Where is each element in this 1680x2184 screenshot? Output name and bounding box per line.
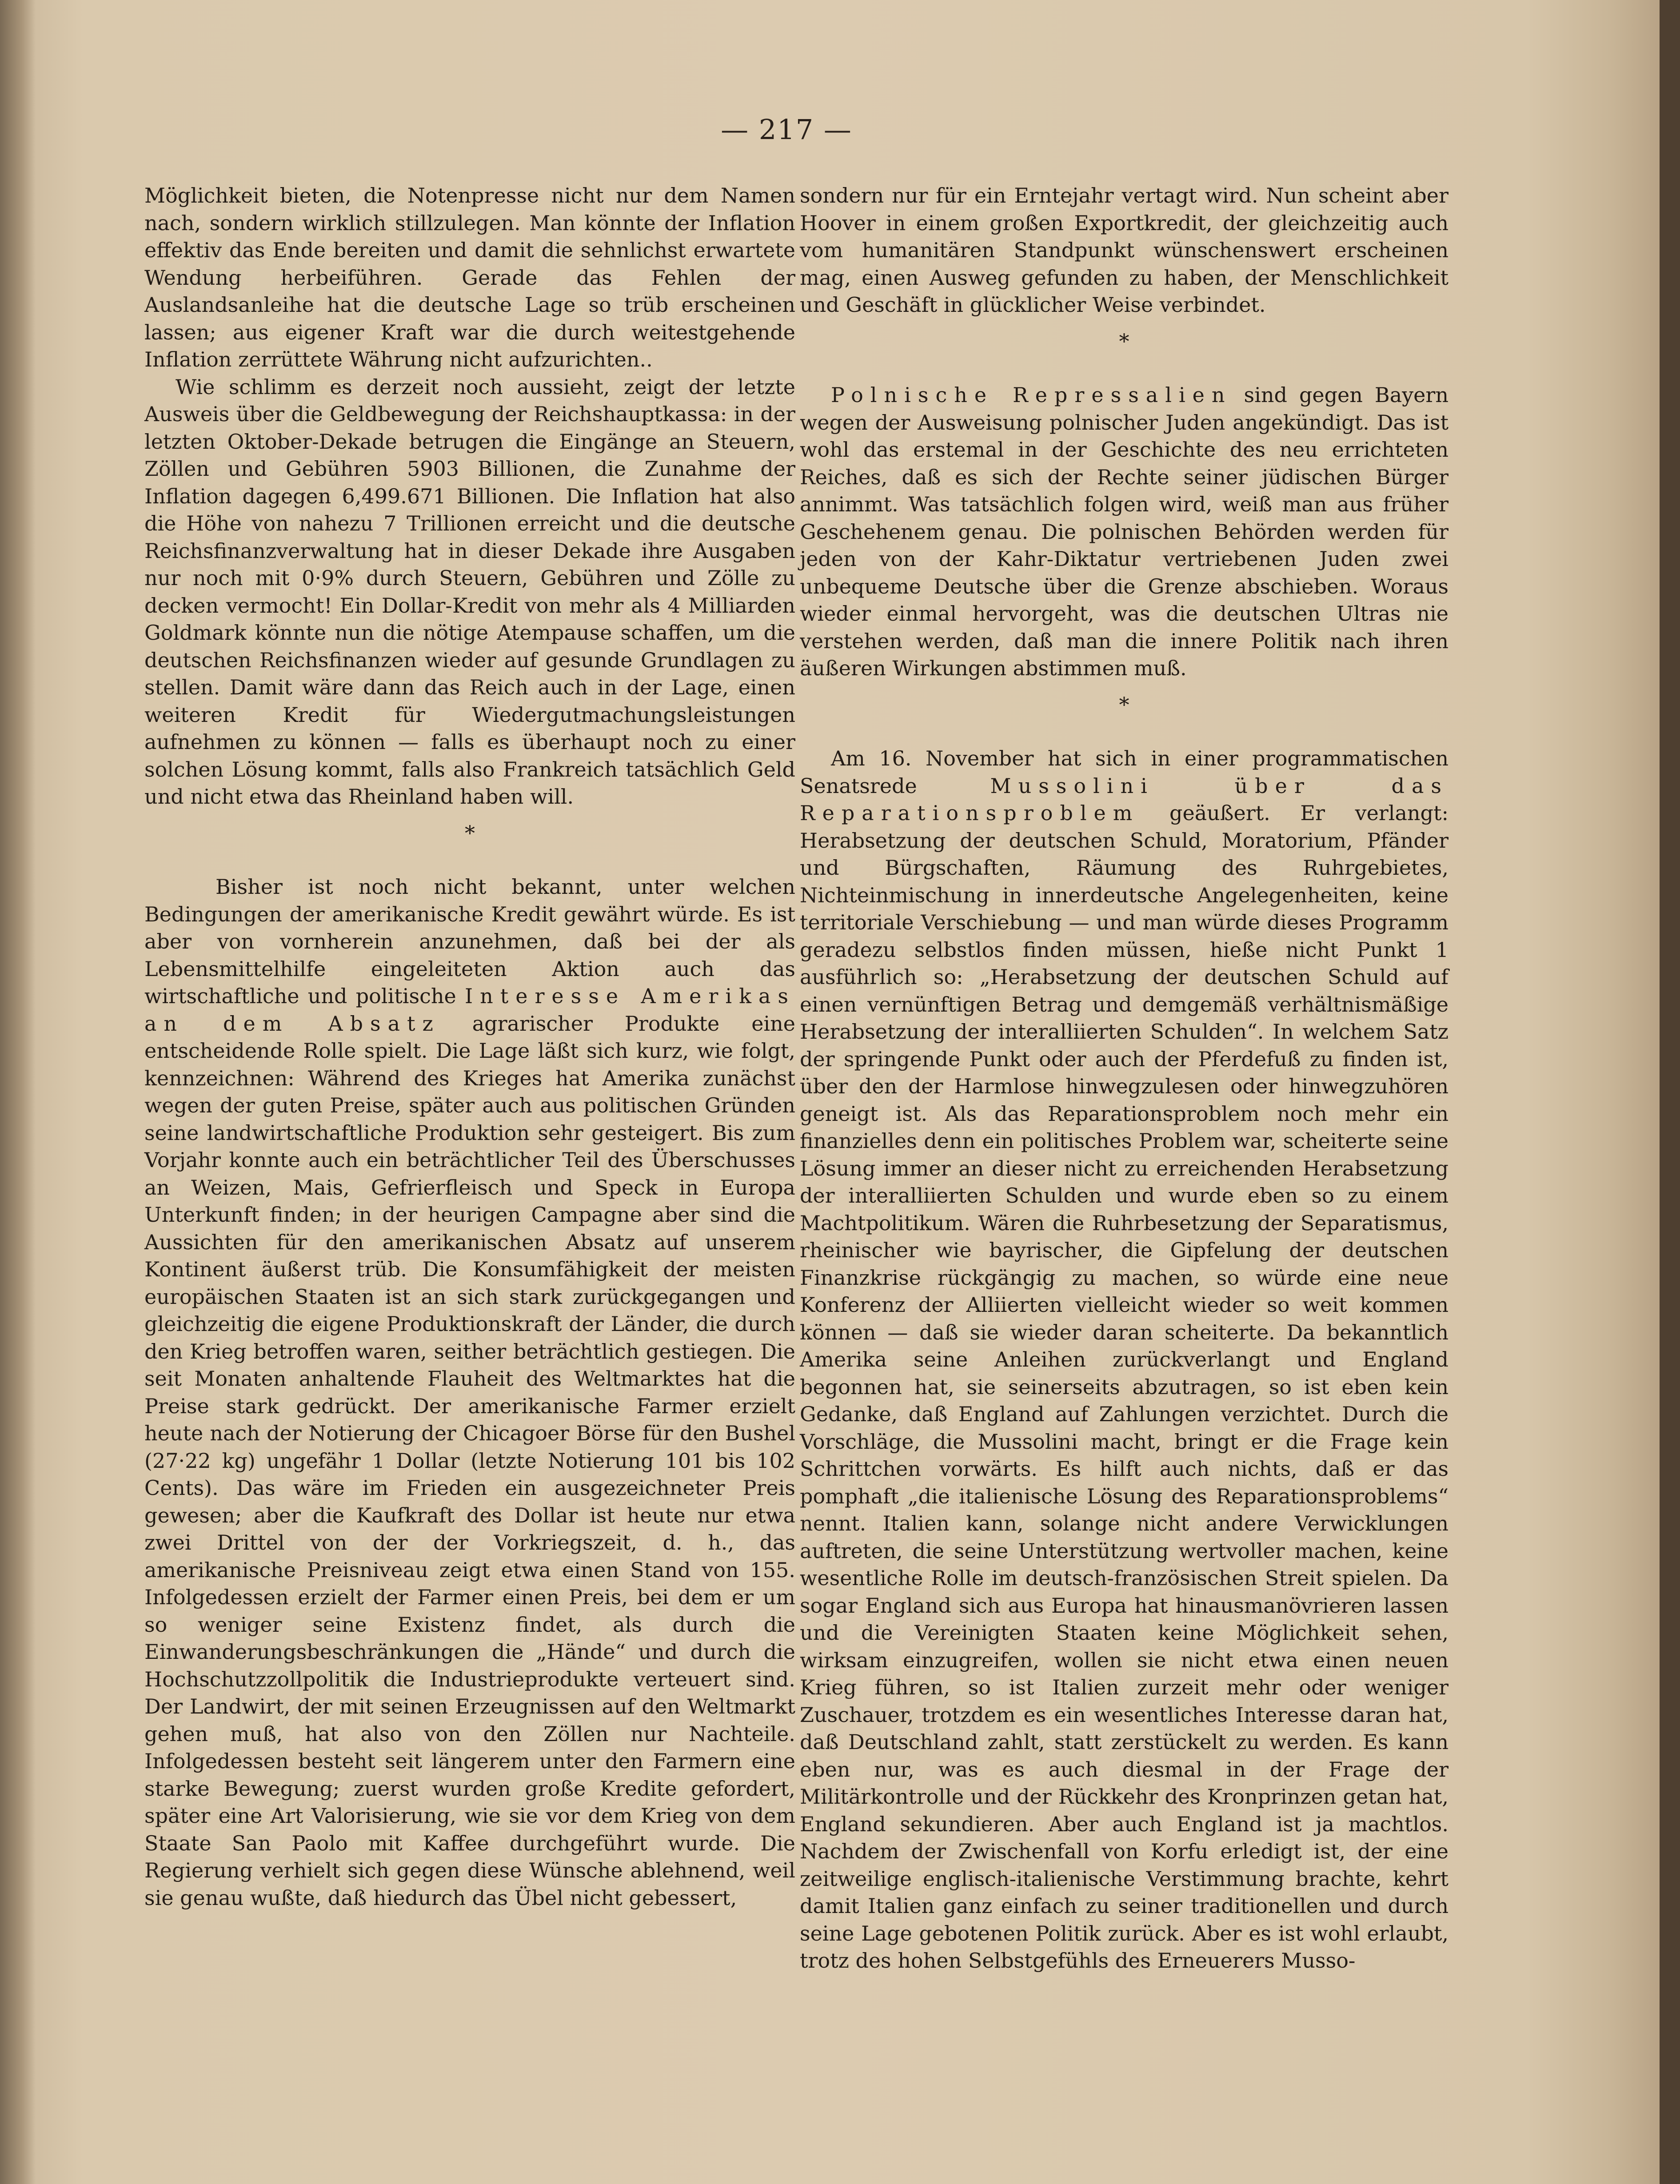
section-divider: *: [465, 821, 475, 845]
binding-gutter: [0, 0, 36, 2184]
left-paragraph-3: [144, 873, 795, 1912]
left-paragraph-1: Möglichkeit bieten, die Notenpresse nicht nur dem Namen nach, sondern wirklich stillzulegen. Man könnte der Inflation effektiv das Ende bereiten und damit die sehnlichst erwartete Wendung herbeiführen. Gerade das Fehlen der Auslandsanleihe hat die deutsche Lage so trüb erscheinen lassen; aus eigener Kraft war die durch weitestgehende Inflation zerrüttete Währung nicht aufzurichten..: [144, 183, 795, 371]
right-paragraph-2-emphasis: Polnische Repressalien: [831, 383, 1232, 407]
left-paragraph-3-emphasis: Interesse Amerikas an dem Absatz: [144, 984, 795, 1036]
right-paragraph-1: sondern nur für ein Erntejahr vertagt wird. Nun scheint aber Hoover in einem großen Exportkredit, der gleichzeitig auch vom humanitären Standpunkt wünschenswert erscheinen mag, einen Ausweg gefunden zu haben, der Menschlichkeit und Geschäft in glücklicher Weise verbindet.: [800, 183, 1449, 317]
right-paragraph-3-rest: geäußert. Er verlangt: Herabsetzung der deutschen Schuld, Moratorium, Pfänder und Bürgschaften, Räumung des Ruhrgebietes, Nichteinmischung in innerdeutsche Angelegenheiten, keine territoriale Verschiebung — und man würde dieses Programm geradezu selbstlos finden müssen, hieße nicht Punkt 1 ausführlich so: „Herabsetzung der deutschen Schuld auf einen vernünftigen Betrag und demgemäß verhältnismäßige Herabsetzung der interalliierten Schulden“. In welchem Satz der springende Punkt oder auch der Pferdefuß zu finden ist, über den der Harmlose hinwegzulesen oder hinwegzuhören geneigt ist. Als das Reparationsproblem noch mehr ein finanzielles denn ein politisches Problem war, scheiterte seine Lösung immer an dieser nicht zu erreichenden Herabsetzung der interalliierten Schulden und wurde eben so zu einem Machtpolitikum. Wären die Ruhrbesetzung der Separatismus, rheinischer wie bayrischer, die Gipfelung der deutschen Finanzkrise rückgängig zu machen, so würde eine neue Konferenz der Alliierten vielleicht wieder so weit kommen können — daß sie wieder daran scheiterte. Da bekanntlich Amerika seine Anleihen zurückverlangt und England begonnen hat, sie seinerseits abzutragen, so ist eben kein Gedanke, daß England auf Zahlungen verzichtet. Durch die Vorschläge, die Mussolini macht, bringt er die Frage kein Schrittchen vorwärts. Es hilft auch nichts, daß er das pomphaft „die italienische Lösung des Reparationsproblems“ nennt. Italien kann, solange nicht andere Verwicklungen auftreten, die seine Unterstützung wertvoller machen, keine wesentliche Rolle im deutsch-französischen Streit spielen. Da sogar England sich aus Europa hat hinausmanövrieren lassen und die Vereinigten Staaten keine Möglichkeit sehen, wirksam einzugreifen, wollen sie nicht etwa einen neuen Krieg führen, so ist Italien zurzeit mehr oder weniger Zuschauer, trotzdem es ein wesentliches Interesse daran hat, daß Deutschland zahlt, statt zerstückelt zu werden. Es kann eben nur, was es auch diesmal in der Frage der Militärkontrolle und der Rückkehr des Kronprinzen getan hat, England sekundieren. Aber auch England ist ja machtlos. Nachdem der Zwischenfall von Korfu erledigt ist, der eine zeitweilige englisch-italienische Verstimmung brachte, kehrt damit Italien ganz einfach zu seiner traditionellen und durch seine Lage gebotenen Politik zurück. Aber es ist wohl erlaubt, trotz des hohen Selbstgefühls des Erneuerers Musso-: [800, 801, 1449, 1973]
section-divider: *: [1119, 692, 1129, 717]
right-paragraph-2: [800, 382, 1449, 682]
right-paragraph-2-rest: sind gegen Bayern wegen der Ausweisung polnischer Juden angekündigt. Das ist wohl das erstemal in der Geschichte des neu errichteten Reiches, daß es sich der Rechte seiner jüdischen Bürger annimmt. Was tatsächlich folgen wird, weiß man aus früher Geschehenem genau. Die polnischen Behörden werden für jeden von der Kahr-Diktatur vertriebenen Juden zwei unbequeme Deutsche über die Grenze abschieben. Woraus wieder einmal hervorgeht, was die deutschen Ultras nie verstehen werden, daß man die innere Politik nach ihren äußeren Wirkungen abstimmen muß.: [800, 383, 1449, 680]
left-paragraph-3-start: Bisher ist noch nicht bekannt, unter welchen Bedingungen der amerikanische Kredit gewährt würde. Es ist aber von vornherein anzunehmen, daß bei der als Lebensmittelhilfe eingeleiteten Aktion auch das wirtschaftliche und politische: [144, 875, 795, 1008]
left-paragraph-3-rest: agrarischer Produkte eine entscheidende Rolle spielt. Die Lage läßt sich kurz, wie folgt, kennzeichnen: Während des Krieges hat Amerika zunächst wegen der guten Preise, später auch aus politischen Gründen seine landwirtschaftliche Produktion sehr gesteigert. Bis zum Vorjahr konnte auch ein beträchtlicher Teil des Überschusses an Weizen, Mais, Gefrierfleisch und Speck in Europa Unterkunft finden; in der heurigen Campagne aber sind die Aussichten für den amerikanischen Absatz auf unserem Kontinent äußerst trüb. Die Konsumfähigkeit der meisten europäischen Staaten ist an sich stark zurückgegangen und gleichzeitig die eigene Produktionskraft der Länder, die durch den Krieg betroffen waren, seither beträchtlich gestiegen. Die seit Monaten anhaltende Flauheit des Weltmarktes hat die Preise stark gedrückt. Der amerikanische Farmer erzielt heute nach der Notierung der Chicagoer Börse für den Bushel (27·22 kg) ungefähr 1 Dollar (letzte Notierung 101 bis 102 Cents). Das wäre im Frieden ein ausgezeichneter Preis gewesen; aber die Kaufkraft des Dollar ist heute nur etwa zwei Drittel von der der Vorkriegszeit, d. h., das amerikanische Preisniveau zeigt etwa einen Stand von 155. Infolgedessen erzielt der Farmer einen Preis, bei dem er um so weniger seine Existenz findet, als durch die Einwanderungsbeschränkungen die „Hände“ und durch die Hochschutzzollpolitik die Industrieprodukte verteuert sind. Der Landwirt, der mit seinen Erzeugnissen auf den Weltmarkt gehen muß, hat also von den Zöllen nur Nachteile. Infolgedessen besteht seit längerem unter den Farmern eine starke Bewegung; zuerst wurden große Kredite gefordert, später eine Art Valorisierung, wie sie vor dem Krieg von dem Staate San Paolo mit Kaffee durchgeführt wurde. Die Regierung verhielt sich gegen diese Wünsche ablehnend, weil sie genau wußte, daß hiedurch das Übel nicht gebessert,: [144, 1011, 795, 1910]
left-paragraph-2: Wie schlimm es derzeit noch aussieht, zeigt der letzte Ausweis über die Geldbewegung der Reichshauptkassa: in der letzten Oktober-Dekade betrugen die Eingänge an Steuern, Zöllen und Gebühren 5903 Billionen, die Zunahme der Inflation dagegen 6,499.671 Billionen. Die Inflation hat also die Höhe von nahezu 7 Trillionen erreicht und die deutsche Reichsfinanzverwaltung hat in dieser Dekade ihre Ausgaben nur noch mit 0·9% durch Steuern, Gebühren und Zölle zu decken vermocht! Ein Dollar-Kredit von mehr als 4 Milliarden Goldmark könnte nun die nötige Atempause schaffen, um die deutschen Reichsfinanzen wieder auf gesunde Grundlagen zu stellen. Damit wäre dann das Reich auch in der Lage, einen weiteren Kredit für Wiedergutmachungsleistungen aufnehmen zu können — falls es überhaupt noch zu einer solchen Lösung kommt, falls also Frankreich tatsächlich Geld und nicht etwa das Rheinland haben will.: [144, 375, 795, 809]
right-paragraph-3: [800, 745, 1449, 1975]
right-paragraph-3-emphasis: Mussolini über das Reparationsproblem: [800, 773, 1449, 825]
right-column: [800, 182, 1449, 1975]
page-number: — 217 —: [721, 113, 852, 146]
right-paragraph-3-start: Am 16. November hat sich in einer programmatischen Senatsrede: [800, 746, 1449, 798]
section-divider: *: [1119, 329, 1129, 353]
left-column: [144, 182, 795, 1912]
